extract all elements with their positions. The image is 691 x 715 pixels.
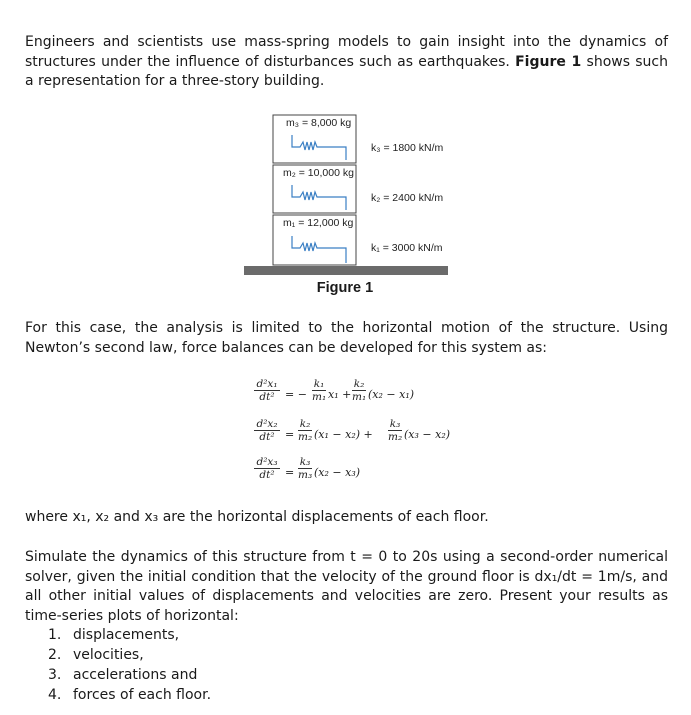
spring-label-3: k₃ = 1800 kN/m [371, 142, 444, 154]
task-paragraph: Simulate the dynamics of this structure from t = 0 to 20s using a second-order numerical solver, given the initial condition that the velocity of the ground floor is dx₁/dt = 1m/s, and all other initial values of displacements and velocities are zero. Present your results as time-series plots of horizontal: [25, 549, 668, 624]
eq2-term1-var: (x₁ − x₂) + [314, 428, 373, 441]
figure-caption: Figure 1 [316, 280, 374, 296]
eq3-lhs: $\frac{\text{d²x₃}}{\text{dt²}}$ [254, 456, 280, 481]
ground-slab [244, 266, 448, 275]
eq3-term1-var: (x₂ − x₃) [314, 466, 361, 479]
spring-2 [292, 185, 346, 210]
intro-text-1: Engineers and scientists use mass-spring models to gain insight into the dynamics of structures under the influence of disturbances such as earthquakes. [25, 34, 668, 70]
eq1-lhs: $\frac{\text{d²x₁}}{\text{dt²}}$ [254, 378, 280, 403]
eq1-term1-var: x₁ + [328, 388, 352, 401]
analysis-paragraph: For this case, the analysis is limited to the horizontal motion of the structure. Using Newton’s second law, force balances can be developed for this system as: [25, 320, 668, 356]
list-item: 1. displacements, [48, 627, 180, 643]
eq2-term2-var: (x₃ − x₂) [404, 428, 451, 441]
eq1-term1: $\frac{\text{k₁}}{\text{m₁}}$ [312, 378, 327, 403]
spring-label-1: k₁ = 3000 kN/m [371, 242, 443, 254]
spring-label-2: k₂ = 2400 kN/m [371, 192, 444, 204]
mass-boxes [273, 115, 356, 265]
eq1-term2-var: (x₂ − x₁) [368, 388, 415, 401]
figure-reference: Figure 1 [515, 53, 582, 70]
eq2-term2: $\frac{\text{k₃}}{\text{m₂}}$ [388, 418, 403, 443]
mass-label-3: m₃ = 8,000 kg [286, 117, 352, 129]
mass-label-1: m₁ = 12,000 kg [283, 217, 354, 229]
list-item: 4. forces of each floor. [48, 687, 212, 703]
eq2-term1: $\frac{\text{k₂}}{\text{m₂}}$ [298, 418, 313, 443]
spring-3 [292, 135, 346, 160]
springs [292, 135, 346, 263]
mass-label-2: m₂ = 10,000 kg [283, 167, 354, 179]
intro-text-2: shows such a representation for a three-story building. [25, 53, 668, 89]
where-paragraph: where x₁, x₂ and x₃ are the horizontal displacements of each floor. [25, 509, 489, 525]
list-item: 3. accelerations and [48, 667, 198, 683]
eq3-term1: $\frac{\text{k₃}}{\text{m₃}}$ [298, 456, 313, 481]
spring-1 [292, 236, 346, 263]
eq2-lhs: $\frac{\text{d²x₂}}{\text{dt²}}$ [254, 418, 280, 443]
eq1-term2: $\frac{\text{k₂}}{\text{m₁}}$ [352, 378, 367, 403]
building-figure [0, 0, 691, 300]
list-item: 2. velocities, [48, 647, 144, 663]
task-list [25, 625, 211, 705]
